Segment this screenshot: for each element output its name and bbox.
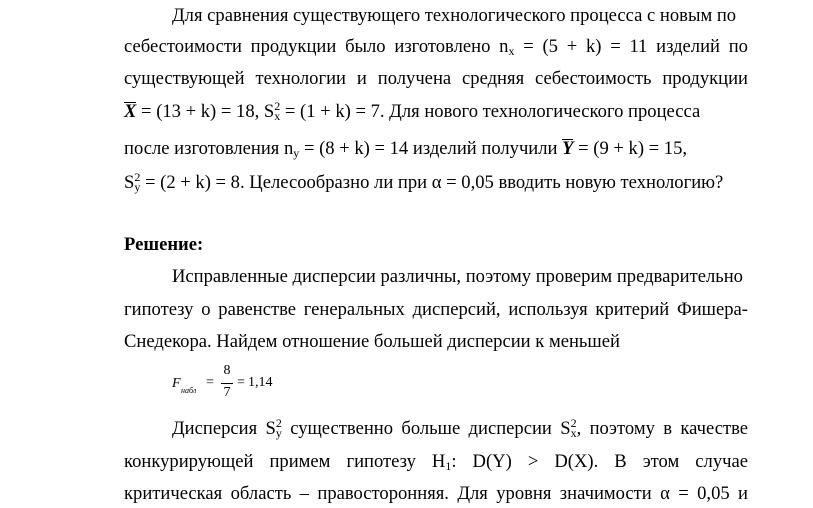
problem-line-5 — [124, 138, 748, 160]
text: = (2 + k) = 8. Целесообразно ли при α = 0,05 вводить новую технологию? — [140, 172, 724, 193]
text: существующей технологии и получена средняя себестоимость продукции — [124, 68, 748, 89]
solution-line-2 — [124, 299, 748, 321]
text: S — [124, 172, 135, 193]
text: = (13 + k) = 18, S — [136, 101, 275, 122]
superscript: 2 — [570, 416, 577, 430]
subscript: y — [293, 146, 300, 160]
text: , поэтому в качестве — [576, 418, 749, 439]
formula-variable: F — [172, 376, 181, 391]
text: после изготовления n — [124, 138, 294, 159]
mean-y-symbol: Y — [562, 138, 574, 159]
text: Снедекора. Найдем отношение большей дисперсии к меньшей — [124, 331, 620, 352]
problem-line-3 — [124, 68, 748, 90]
text: = (8 + k) = 14 изделий получили — [299, 138, 563, 159]
superscript: 2 — [274, 99, 281, 113]
solution-line-5 — [124, 451, 748, 473]
text: = (5 + k) = 11 изделий по — [514, 36, 748, 57]
text: Исправленные дисперсии различны, поэтому проверим предварительно — [172, 266, 743, 287]
text: себестоимости продукции было изготовлено n — [124, 36, 509, 57]
subscript: y — [275, 426, 282, 440]
text: гипотезу о равенстве генеральных дисперсий, используя критерий Фишера- — [124, 299, 748, 320]
subscript: x — [274, 109, 281, 123]
formula-numerator: 8 — [223, 363, 231, 378]
text: конкурирующей примем гипотезу H — [124, 451, 446, 472]
solution-heading — [124, 234, 748, 256]
formula-denominator: 7 — [223, 385, 231, 400]
formula-equals: = — [237, 375, 245, 390]
problem-line-6 — [124, 172, 748, 194]
subscript: y — [134, 180, 141, 194]
solution-line-3 — [124, 331, 748, 353]
mean-x-symbol: X — [124, 101, 137, 122]
subscript: x — [570, 426, 577, 440]
problem-line-2 — [124, 36, 748, 58]
problem-line-4 — [124, 101, 748, 123]
text: существенно больше дисперсии S — [281, 418, 571, 439]
solution-line-4 — [124, 418, 748, 440]
text: Дисперсия S — [172, 418, 276, 439]
solution-line-1 — [124, 266, 748, 288]
subscript: x — [508, 44, 515, 58]
solution-line-6 — [124, 483, 748, 505]
superscript: 2 — [134, 170, 141, 184]
formula-subscript: набл — [181, 386, 197, 395]
formula-result: 1,14 — [248, 375, 273, 390]
formula-equals: = — [206, 375, 214, 390]
heading-text: Решение: — [124, 234, 204, 255]
subscript: 1 — [445, 459, 452, 473]
problem-line-1 — [124, 5, 748, 27]
fraction-bar — [221, 383, 233, 384]
text: критическая область – правосторонняя. Для уровня значимости α = 0,05 и — [124, 483, 748, 504]
superscript: 2 — [275, 416, 282, 430]
text: : D(Y) > D(X). В этом случае — [451, 451, 748, 472]
text: = (1 + k) = 7. Для нового технологического процесса — [280, 101, 701, 122]
text: = (9 + k) = 15, — [573, 138, 688, 159]
text: Для сравнения существующего технологического процесса с новым по — [172, 5, 737, 26]
